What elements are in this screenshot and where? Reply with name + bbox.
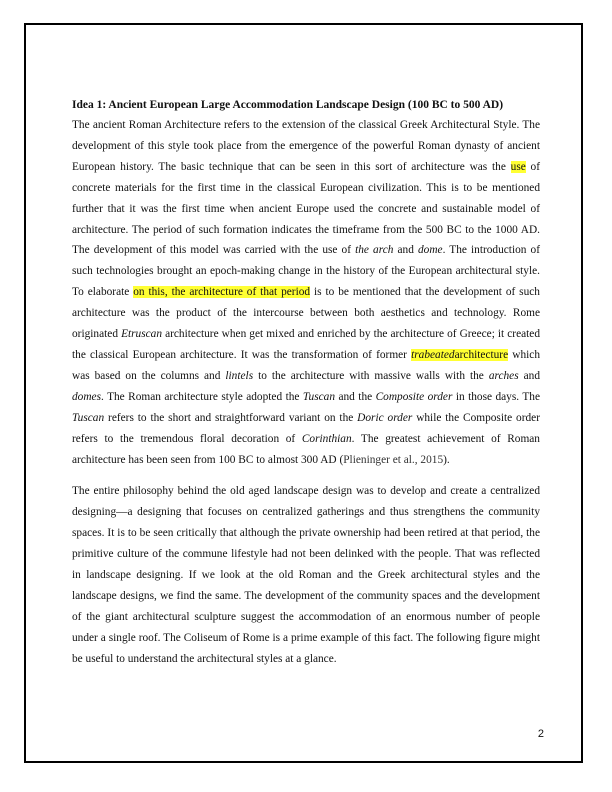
term-lintels: lintels xyxy=(225,369,254,382)
citation: Plieninger et al., 2015 xyxy=(343,453,444,466)
section-heading: Idea 1: Ancient European Large Accommodation Landscape Design (100 BC to 500 AD) xyxy=(72,99,504,111)
highlight-architecture: architecture xyxy=(454,348,509,361)
term-the-arch: the arch xyxy=(355,244,394,257)
highlight-that-period: on this, the architecture of that period xyxy=(133,286,311,299)
paragraph-1: The ancient Roman Architecture refers to the extension of the classical Greek Architectural Style. The development of this style took place from the emergence of the powerful Roman dynasty of ancient European history. The basic technique that can be seen in this sort of architecture was the use of concrete materials for the first time in the classical European civilization. This is to be mentioned further that it was the first time when ancient Europe used the concrete and sustainable model of architecture. The period of such formation indicates the timeframe from the 500 BC to the 1000 AD. The development of this model was carried with the use of the arch and dome. The introduction of such technologies brought an epoch-making change in the history of the European architectural style. To elaborate on this, the architecture of that period is to be mentioned that the development of such architecture was the product of the intercourse between both aesthetics and technology. Rome originated Etruscan architecture when get mixed and enriched by the architecture of Greece; it created the classical European architecture. It was the transformation of former trabeatedarchitecture which was based on the columns and lintels to the architecture with massive walls with the arches and domes. The Roman architecture style adopted the Tuscan and the Composite order in those days. The Tuscan refers to the short and straightforward variant on the Doric order while the Composite order refers to the tremendous floral decoration of Corinthian. The greatest achievement of Roman architecture has been seen from 100 BC to almost 300 AD (Plieninger et al., 2015). xyxy=(72,119,541,466)
term-arches: arches xyxy=(488,369,519,382)
term-doric-order: Doric order xyxy=(357,411,413,424)
term-dome: dome xyxy=(417,244,443,257)
document-body xyxy=(72,95,540,670)
paragraph-2: The entire philosophy behind the old aged landscape design was to develop and create a centralized designing—a designing that focuses on centralized gatherings and thus strengthens the community spaces. It is to be seen critically that although the private ownership had been retired at that period, the primitive culture of the commune lifestyle had not been delinked with the people. That was reflected in landscape designing. If we look at the old Roman and the Greek architectural styles and the landscape designs, we find the same. The development of the community spaces and the development of the giant architectural sculpture suggest the accommodation of an enormous number of people under a single roof. The Coliseum of Rome is a prime example of this fact. The following figure might be useful to understand the architectural styles at a glance. xyxy=(72,485,540,665)
term-corinthian: Corinthian xyxy=(301,432,352,445)
term-etruscan: Etruscan xyxy=(121,328,163,341)
highlight-trabeated: trabeated xyxy=(411,348,455,361)
term-domes: domes xyxy=(72,390,101,403)
page-number: 2 xyxy=(537,728,544,740)
term-tuscan-2: Tuscan xyxy=(72,411,105,424)
term-tuscan: Tuscan xyxy=(302,390,336,403)
highlight-use: use xyxy=(510,160,526,173)
term-composite-order: Composite order xyxy=(375,390,453,403)
